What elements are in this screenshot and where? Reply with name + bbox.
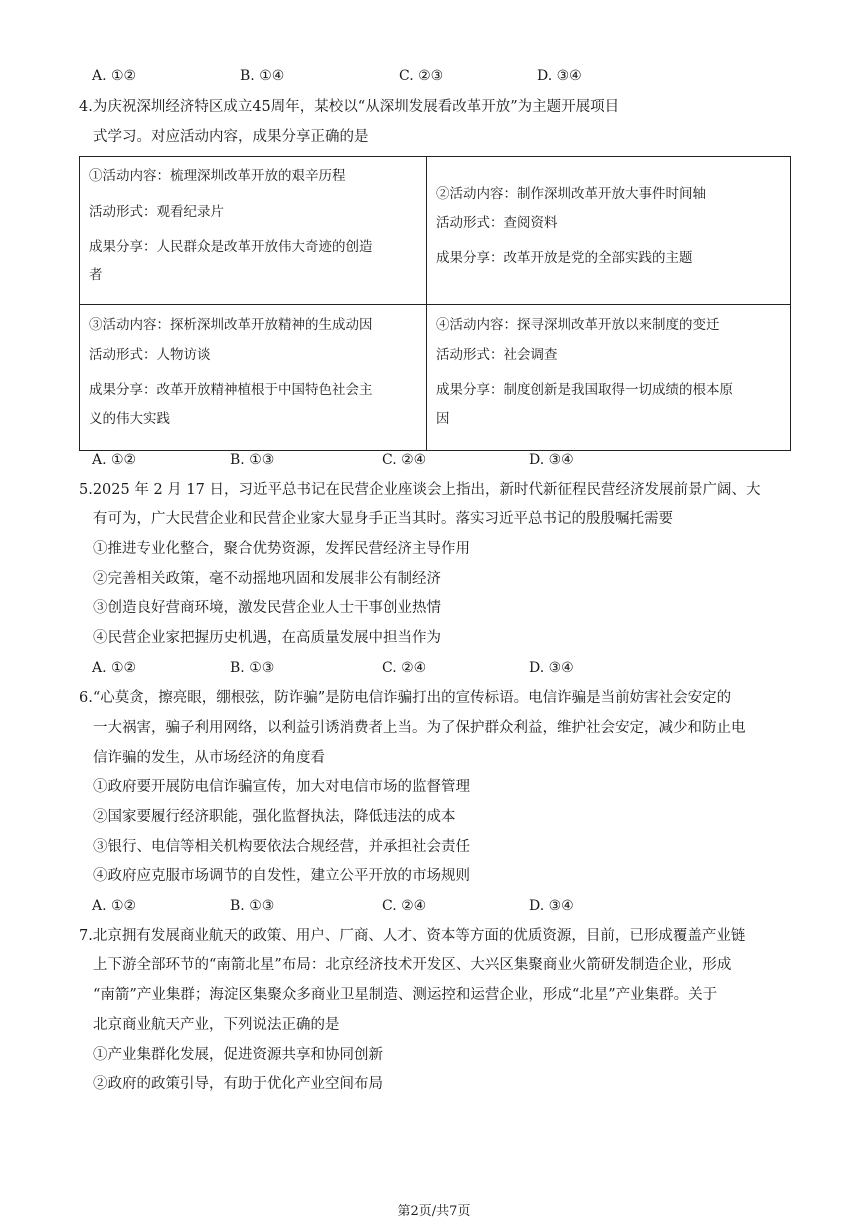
cell-3-line: ③活动内容：探析深圳改革开放精神的生成动因: [89, 317, 373, 333]
q7-stem-line-3: “南箭”产业集群；海淀区集聚众多商业卫星制造、测运控和运营企业，形成“北星”产业集群。关于: [93, 987, 718, 1003]
cell-2-line: ②活动内容：制作深圳改革开放大事件时间轴: [436, 186, 706, 202]
q7-item: ②政府的政策引导，有助于优化产业空间布局: [93, 1076, 383, 1092]
q3-options: [92, 66, 792, 86]
option-a: A. ①②: [92, 898, 137, 914]
option-d: D. ③④: [529, 660, 574, 676]
option-c: C. ②④: [382, 660, 427, 676]
q7-stem-line-4: 北京商业航天产业，下列说法正确的是: [93, 1017, 340, 1033]
option-a: A. ①②: [92, 452, 137, 468]
q5-item: ①推进专业化整合，聚合优势资源，发挥民营经济主导作用: [93, 541, 470, 557]
table-cell-2: [427, 157, 791, 305]
table-cell-1: [80, 157, 427, 305]
q7-item: ①产业集群化发展，促进资源共享和协同创新: [93, 1047, 383, 1063]
option-b: B. ①③: [230, 898, 275, 914]
q6-options: [92, 896, 792, 916]
q6-item: ③银行、电信等相关机构要依法合规经营，并承担社会责任: [93, 839, 470, 855]
cell-1-line: 成果分享：人民群众是改革开放伟大奇迹的创造: [89, 239, 373, 255]
cell-2-line: 成果分享：改革开放是党的全部实践的主题: [436, 250, 693, 266]
q7-stem-line-2: 上下游全部环节的“南箭北星”布局：北京经济技术开发区、大兴区集聚商业火箭研发制造企业，形成: [93, 957, 732, 973]
q6-stem-line-1: 6.“心莫贪，擦亮眼，绷根弦，防诈骗”是防电信诈骗打出的宣传标语。电信诈骗是当前妨害社会安定的: [79, 690, 732, 706]
cell-3-line: 义的伟大实践: [89, 411, 170, 427]
cell-1-line: 者: [89, 267, 103, 283]
option-d: D. ③④: [529, 452, 574, 468]
q6-stem-line-3: 信诈骗的发生，从市场经济的角度看: [93, 750, 325, 766]
q5-stem-line-2: 有可为，广大民营企业和民营企业家大显身手正当其时。落实习近平总书记的殷殷嘱托需要: [93, 511, 673, 527]
cell-4-line: ④活动内容：探寻深圳改革开放以来制度的变迁: [436, 317, 720, 333]
option-d: D. ③④: [537, 68, 582, 84]
q4-stem-line-1: 4.为庆祝深圳经济特区成立45周年，某校以“从深圳发展看改革开放”为主题开展项目: [79, 99, 620, 115]
q4-activity-table: [79, 156, 791, 451]
q6-item: ②国家要履行经济职能，强化监督执法，降低违法的成本: [93, 809, 456, 825]
cell-4-line: 活动形式：社会调查: [436, 347, 558, 363]
option-b: B. ①④: [240, 68, 285, 84]
page-number-footer: 第2页/共7页: [397, 1204, 471, 1219]
q5-item: ②完善相关政策，毫不动摇地巩固和发展非公有制经济: [93, 571, 441, 587]
cell-3-line: 活动形式：人物访谈: [89, 347, 211, 363]
q6-item: ④政府应克服市场调节的自发性，建立公平开放的市场规则: [93, 868, 470, 884]
cell-2-line: 活动形式：查阅资料: [436, 215, 558, 231]
q5-item: ③创造良好营商环境，激发民营企业人士干事创业热情: [93, 600, 441, 616]
cell-1-line: 活动形式：观看纪录片: [89, 204, 224, 220]
option-a: A. ①②: [92, 68, 137, 84]
q7-stem-line-1: 7.北京拥有发展商业航天的政策、用户、厂商、人才、资本等方面的优质资源，目前，已形成覆盖产业链: [79, 928, 746, 944]
option-d: D. ③④: [529, 898, 574, 914]
q6-item: ①政府要开展防电信诈骗宣传，加大对电信市场的监督管理: [93, 779, 470, 795]
option-c: C. ②④: [382, 898, 427, 914]
option-a: A. ①②: [92, 660, 137, 676]
option-c: C. ②③: [399, 68, 444, 84]
option-b: B. ①③: [230, 452, 275, 468]
option-b: B. ①③: [230, 660, 275, 676]
table-cell-4: [427, 305, 791, 451]
cell-3-line: 成果分享：改革开放精神植根于中国特色社会主: [89, 382, 373, 398]
q5-item: ④民营企业家把握历史机遇，在高质量发展中担当作为: [93, 630, 441, 646]
cell-1-line: ①活动内容：梳理深圳改革开放的艰辛历程: [89, 168, 346, 184]
q4-options: [92, 450, 792, 470]
option-c: C. ②④: [382, 452, 427, 468]
cell-4-line: 因: [436, 411, 450, 427]
q5-options: [92, 658, 792, 678]
q6-stem-line-2: 一大祸害，骗子利用网络，以利益引诱消费者上当。为了保护群众利益，维护社会安定，减少和防止电: [93, 720, 746, 736]
q4-stem-line-2: 式学习。对应活动内容，成果分享正确的是: [93, 129, 369, 145]
q5-stem-line-1: 5.2025 年 2 月 17 日，习近平总书记在民营企业座谈会上指出，新时代新征程民营经济发展前景广阔、大: [79, 482, 761, 498]
table-cell-3: [80, 305, 427, 451]
cell-4-line: 成果分享：制度创新是我国取得一切成绩的根本原: [436, 382, 733, 398]
